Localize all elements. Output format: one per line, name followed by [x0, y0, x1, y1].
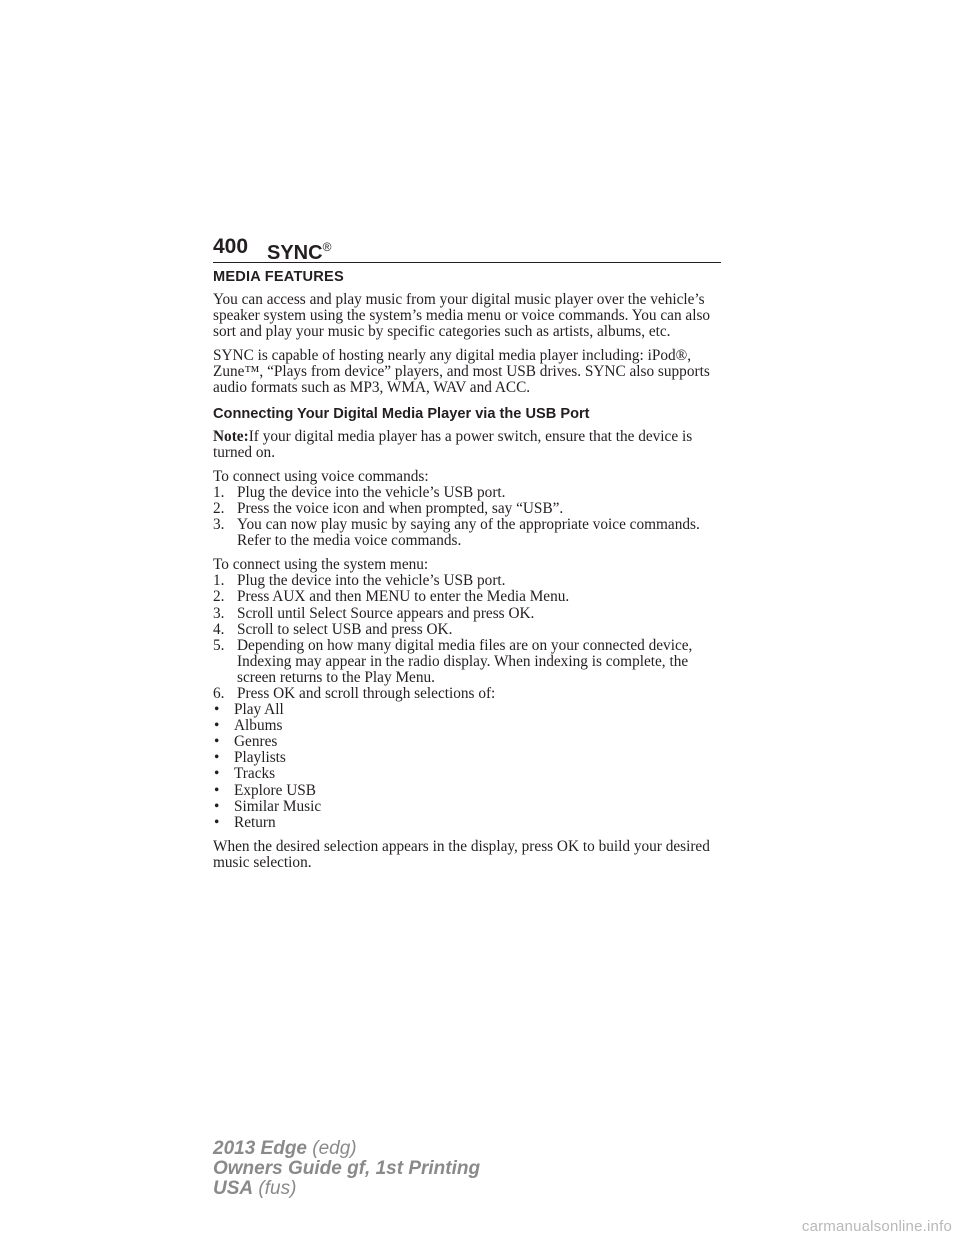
step-number: 1.	[213, 572, 225, 590]
step-text: Press the voice icon and when prompted, say “USB”.	[237, 499, 564, 517]
step-number: 6.	[213, 684, 225, 702]
list-item	[213, 638, 723, 686]
note-text: If your digital media player has a power switch, ensure that the device is turned on.	[213, 427, 693, 461]
footer-line-guide	[213, 1159, 480, 1179]
option-label: Playlists	[234, 749, 286, 767]
list-item	[213, 485, 723, 501]
list-item	[213, 589, 723, 605]
step-number: 3.	[213, 516, 225, 534]
step-text: Plug the device into the vehicle’s USB port.	[237, 483, 506, 501]
closing-paragraph: When the desired selection appears in the display, press OK to build your desired music selection.	[213, 837, 710, 871]
list-item	[213, 622, 723, 638]
footer-line-market	[213, 1179, 480, 1199]
list-item	[213, 718, 723, 734]
bullet-icon: •	[214, 797, 220, 815]
list-item	[213, 606, 723, 622]
menu-steps-intro: To connect using the system menu:	[213, 556, 429, 574]
option-label: Return	[234, 813, 276, 831]
footer-line-model	[213, 1139, 480, 1159]
option-label: Genres	[234, 733, 278, 751]
option-label: Similar Music	[234, 797, 322, 815]
subsection-heading: Connecting Your Digital Media Player via the USB Port	[213, 405, 590, 422]
bullet-icon: •	[214, 701, 220, 719]
page-content	[213, 268, 723, 879]
step-text: Press OK and scroll through selections of:	[237, 684, 496, 702]
bullet-icon: •	[214, 733, 220, 751]
footer-guide: Owners Guide gf, 1st Printing	[213, 1158, 481, 1179]
step-text: Plug the device into the vehicle’s USB port.	[237, 572, 506, 590]
list-item	[213, 501, 723, 517]
list-item	[213, 766, 723, 782]
step-text: Press AUX and then MENU to enter the Media Menu.	[237, 588, 570, 606]
watermark: carmanualsonline.info	[801, 1218, 952, 1235]
list-item	[213, 517, 723, 549]
list-item	[213, 734, 723, 750]
step-number: 3.	[213, 604, 225, 622]
footer-model-code: (edg)	[312, 1138, 357, 1159]
bullet-icon: •	[214, 813, 220, 831]
page-header	[213, 236, 721, 263]
step-text: You can now play music by saying any of the appropriate voice commands. Refer to the media voice commands.	[237, 516, 700, 550]
footer-market: USA	[213, 1178, 254, 1199]
menu-steps-list	[213, 573, 723, 702]
section-title-text: SYNC	[267, 242, 323, 264]
step-text: Scroll to select USB and press OK.	[237, 620, 453, 638]
list-item	[213, 815, 723, 831]
section-title	[267, 236, 331, 264]
page-number: 400	[213, 235, 249, 258]
option-label: Explore USB	[234, 781, 317, 799]
step-text: Depending on how many digital media files are on your connected device, Indexing may appear in the radio display. When indexing is complete, the screen returns to the Play Menu.	[237, 636, 693, 686]
step-number: 4.	[213, 620, 225, 638]
step-number: 2.	[213, 588, 225, 606]
section-heading: MEDIA FEATURES	[213, 269, 344, 285]
list-item	[213, 573, 723, 589]
note	[213, 429, 723, 461]
intro-paragraph: SYNC is capable of hosting nearly any digital media player including: iPod®, Zune™, “Plays from device” players, and most USB drives. SYNC also supports audio formats such as MP3, WMA, WAV and ACC.	[213, 347, 710, 397]
footer-market-code: (fus)	[258, 1178, 297, 1199]
list-item	[213, 799, 723, 815]
step-text: Scroll until Select Source appears and press OK.	[237, 604, 535, 622]
list-item	[213, 702, 723, 718]
bullet-icon: •	[214, 717, 220, 735]
intro-paragraph: You can access and play music from your digital music player over the vehicle’s speaker system using the system’s media menu or voice commands. You can also sort and play your music by specific categories such as artists, albums, etc.	[213, 291, 711, 341]
step-number: 5.	[213, 636, 225, 654]
option-label: Albums	[234, 717, 283, 735]
print-footer	[213, 1139, 480, 1199]
list-item	[213, 750, 723, 766]
note-label: Note:	[213, 427, 249, 445]
list-item	[213, 783, 723, 799]
footer-model: 2013 Edge	[213, 1138, 307, 1159]
play-menu-options	[213, 702, 723, 831]
step-number: 1.	[213, 483, 225, 501]
bullet-icon: •	[214, 765, 220, 783]
option-label: Tracks	[234, 765, 276, 783]
bullet-icon: •	[214, 781, 220, 799]
step-number: 2.	[213, 499, 225, 517]
list-item	[213, 686, 723, 702]
voice-steps-list	[213, 485, 723, 549]
voice-steps-intro: To connect using voice commands:	[213, 467, 429, 485]
registered-mark: ®	[322, 240, 332, 254]
bullet-icon: •	[214, 749, 220, 767]
option-label: Play All	[234, 701, 284, 719]
